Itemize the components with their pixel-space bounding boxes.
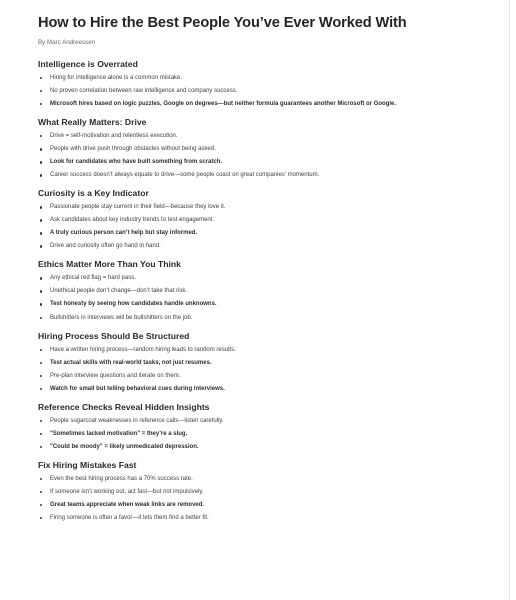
bullet-icon [40, 232, 42, 234]
list-item-text: Test honesty by seeing how candidates handle unknowns. [50, 301, 217, 308]
section [38, 460, 492, 522]
list-item [38, 359, 492, 367]
bullet-icon [40, 388, 42, 390]
list-item [38, 417, 492, 425]
list-item [38, 171, 492, 179]
section-heading: Ethics Matter More Than You Think [38, 259, 181, 270]
list-item-text: Ask candidates about key industry trends to test engagement. [50, 217, 215, 224]
bullet-list [38, 346, 492, 393]
bullet-icon [40, 277, 42, 279]
list-item [38, 74, 492, 82]
list-item [38, 430, 492, 438]
bullet-list [38, 203, 492, 250]
list-item-text: People sugarcoat weaknesses in reference calls—listen carefully. [50, 417, 224, 424]
list-item [38, 501, 492, 509]
list-item-text: No proven correlation between raw intelligence and company success. [50, 88, 238, 95]
bullet-icon [40, 420, 42, 422]
bullet-icon [40, 219, 42, 221]
section [38, 59, 492, 108]
bullet-icon [40, 303, 42, 305]
list-item [38, 158, 492, 166]
list-item [38, 287, 492, 295]
list-item [38, 203, 492, 211]
list-item-text: Great teams appreciate when weak links are removed. [50, 501, 205, 508]
bullet-icon [40, 517, 42, 519]
bullet-icon [40, 433, 42, 435]
section-heading: Fix Hiring Mistakes Fast [38, 459, 137, 470]
list-item-text: Career success doesn’t always equate to drive—some people coast on great companies’ momentum. [50, 172, 320, 179]
list-item [38, 300, 492, 308]
list-item-text: Hiring for intelligence alone is a common mistake. [50, 75, 183, 81]
article-body [38, 59, 492, 522]
list-item-text: Bullshitters in interviews will be bullshitters on the job. [50, 314, 193, 321]
section-heading: What Really Matters: Drive [38, 117, 147, 128]
section-heading: Intelligence is Overrated [38, 59, 138, 69]
bullet-icon [40, 504, 42, 506]
section [38, 331, 492, 393]
bullet-icon [40, 161, 42, 163]
list-item [38, 145, 492, 153]
bullet-list [38, 132, 492, 179]
list-item-text: People with drive push through obstacles without being asked. [50, 146, 216, 153]
list-item [38, 100, 492, 108]
bullet-icon [40, 362, 42, 364]
list-item [38, 346, 492, 354]
list-item-text: "Could be moody" = likely unmedicated depression. [50, 443, 199, 450]
bullet-list [38, 74, 492, 108]
list-item-text: Passionate people stay current in their field—because they love it. [50, 204, 226, 211]
list-item-text: Drive = self-motivation and relentless execution. [50, 133, 178, 140]
list-item [38, 314, 492, 322]
list-item-text: Drive and curiosity often go hand in hand. [50, 243, 161, 250]
section-heading: Hiring Process Should Be Structured [38, 330, 190, 341]
list-item-text: Even the best hiring process has a 70% success rate. [50, 475, 193, 482]
section [38, 402, 492, 451]
bullet-icon [40, 446, 42, 448]
list-item [38, 514, 492, 522]
list-item [38, 385, 492, 393]
list-item [38, 274, 492, 282]
bullet-icon [40, 375, 42, 377]
bullet-icon [40, 206, 42, 208]
bullet-list [38, 475, 492, 522]
bullet-icon [40, 478, 42, 480]
list-item-text: Unethical people don’t change—don’t take that risk. [50, 288, 188, 295]
section-heading: Curiosity is a Key Indicator [38, 188, 149, 199]
list-item [38, 488, 492, 496]
bullet-icon [40, 317, 42, 319]
list-item-text: Test actual skills with real-world tasks, not just resumes. [50, 359, 212, 366]
page-title: How to Hire the Best People You’ve Ever Worked With [38, 15, 407, 31]
list-item-text: Firing someone is often a favor—it lets them find a better fit. [50, 514, 209, 521]
list-item-text: Have a written hiring process—random hiring leads to random results. [50, 346, 236, 353]
bullet-list [38, 417, 492, 451]
bullet-icon [40, 135, 42, 137]
page-edge-divider [509, 0, 510, 600]
bullet-icon [40, 77, 42, 79]
section [38, 117, 492, 179]
bullet-icon [40, 174, 42, 176]
list-item-text: "Sometimes lacked motivation" = they’re a slug. [50, 430, 188, 437]
bullet-list [38, 274, 492, 321]
list-item [38, 242, 492, 250]
bullet-icon [40, 491, 42, 493]
list-item [38, 443, 492, 451]
list-item [38, 229, 492, 237]
list-item-text: Microsoft hires based on logic puzzles, Google on degrees—but neither formula guarantees another Microsoft or Google. [50, 101, 397, 108]
bullet-icon [40, 349, 42, 351]
list-item-text: If someone isn’t working out, act fast—but not impulsively. [50, 488, 204, 495]
section-heading: Reference Checks Reveal Hidden Insights [38, 401, 210, 412]
list-item-text: Any ethical red flag = hard pass. [50, 275, 136, 282]
list-item [38, 87, 492, 95]
list-item [38, 475, 492, 483]
author-byline: By Marc Andreessen [38, 39, 96, 46]
bullet-icon [40, 148, 42, 150]
list-item-text: A truly curious person can’t help but stay informed. [50, 230, 198, 237]
list-item [38, 372, 492, 380]
bullet-icon [40, 290, 42, 292]
list-item-text: Look for candidates who have built something from scratch. [50, 159, 223, 166]
bullet-icon [40, 103, 42, 105]
section [38, 259, 492, 321]
list-item [38, 132, 492, 140]
list-item [38, 216, 492, 224]
bullet-icon [40, 90, 42, 92]
section [38, 188, 492, 250]
list-item-text: Pre-plan interview questions and iterate on them. [50, 372, 181, 379]
bullet-icon [40, 245, 42, 247]
list-item-text: Watch for small but telling behavioral cues during interviews. [50, 385, 225, 392]
